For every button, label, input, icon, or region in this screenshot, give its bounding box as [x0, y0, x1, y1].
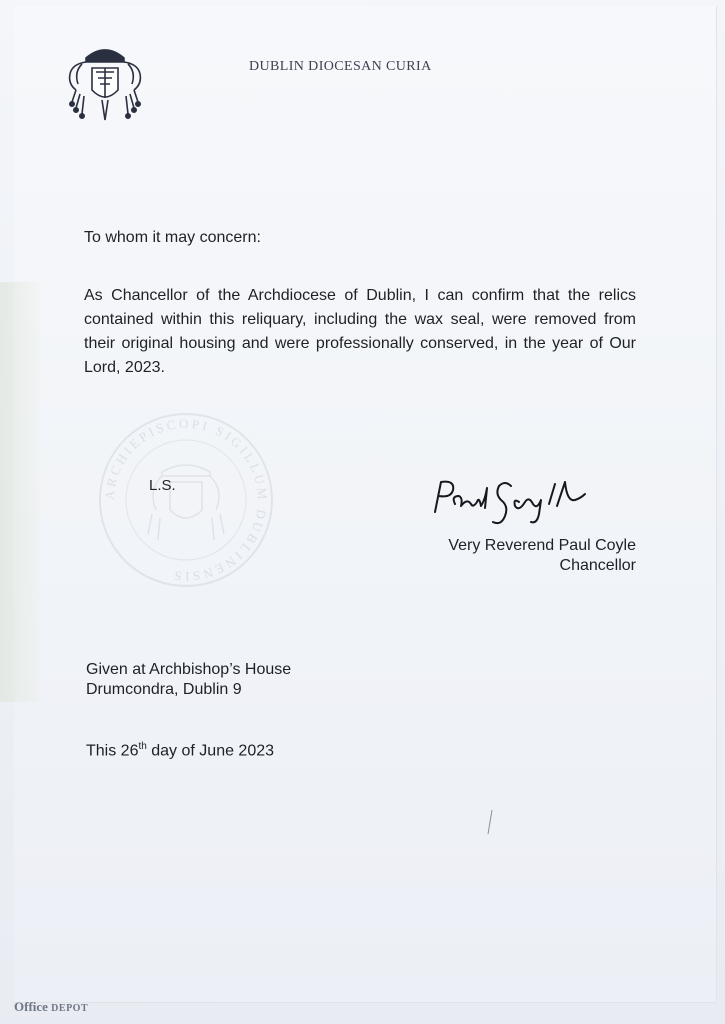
signer-block [448, 536, 636, 576]
letter-body: As Chancellor of the Archdiocese of Dublin, I can confirm that the relics contained within this reliquary, including the wax seal, were removed from their original housing and were professionally conserved, in the year of Our Lord, 2023. [84, 287, 636, 376]
given-at-block [86, 660, 291, 700]
given-line-1: Given at Archbishop’s House [86, 661, 292, 678]
date-prefix: This 26 [86, 742, 139, 760]
salutation: To whom it may concern: [84, 229, 261, 246]
date-suffix: day of June 2023 [146, 742, 275, 760]
signer-title: Chancellor [559, 557, 636, 574]
brand-small: DEPOT [51, 1003, 89, 1014]
letter-date [86, 741, 274, 760]
signer-name: Very Reverend Paul Coyle [448, 537, 636, 554]
archdiocese-crest-icon [62, 40, 148, 124]
seal-inscription: ARCHIEPISCOPI SIGILLUM DUBLINENSIS [101, 415, 271, 585]
tape-strip [0, 282, 40, 702]
embossed-seal-icon [96, 410, 276, 590]
handwritten-signature [425, 472, 595, 532]
date-ordinal: th [138, 741, 147, 752]
svg-text:ARCHIEPISCOPI SIGILLUM DUBLINE [102, 416, 271, 584]
pen-mark [486, 808, 494, 836]
curia-header: DUBLIN DIOCESAN CURIA [249, 59, 432, 74]
sleeve-brand-label [14, 999, 88, 1015]
brand-main: Office [14, 999, 52, 1014]
given-line-2: Drumcondra, Dublin 9 [86, 681, 242, 698]
locus-sigilli: L.S. [149, 477, 176, 494]
